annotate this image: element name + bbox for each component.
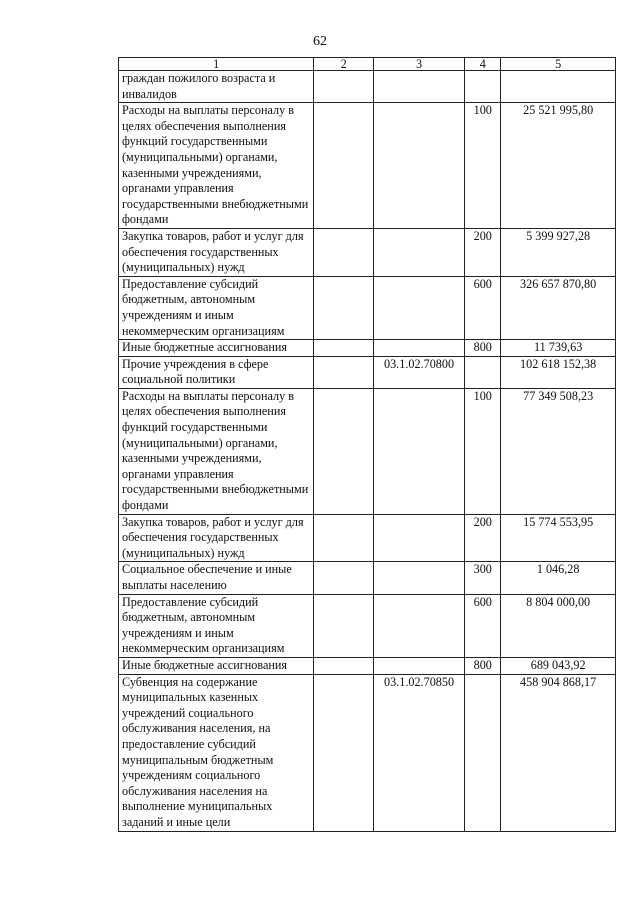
table-row: [119, 674, 616, 831]
header-cell-4: 4: [465, 58, 501, 71]
table-header-row: [119, 58, 616, 71]
header-cell-2: 2: [314, 58, 373, 71]
row-code-cell: [373, 514, 464, 562]
row-type-cell: 100: [465, 103, 501, 229]
row-type-cell: 300: [465, 562, 501, 594]
row-name-cell: граждан пожилого возраста и инвалидов: [119, 71, 314, 103]
row-col2-cell: [314, 657, 373, 674]
row-code-cell: [373, 103, 464, 229]
table-row: [119, 657, 616, 674]
row-col2-cell: [314, 388, 373, 514]
row-type-cell: [465, 356, 501, 388]
row-type-cell: 600: [465, 276, 501, 339]
row-name-cell: Прочие учреждения в сфере социальной политики: [119, 356, 314, 388]
row-code-cell: 03.1.02.70800: [373, 356, 464, 388]
row-code-cell: [373, 340, 464, 357]
row-code-cell: [373, 562, 464, 594]
row-name-cell: Закупка товаров, работ и услуг для обеспечения государственных (муниципальных) нужд: [119, 514, 314, 562]
row-type-cell: 800: [465, 340, 501, 357]
table-row: [119, 71, 616, 103]
row-amount-cell: 458 904 868,17: [501, 674, 616, 831]
row-code-cell: [373, 594, 464, 657]
row-name-cell: Предоставление субсидий бюджетным, автономным учреждениям и иным некоммерческим организациям: [119, 594, 314, 657]
row-name-cell: Социальное обеспечение и иные выплаты населению: [119, 562, 314, 594]
row-code-cell: [373, 228, 464, 276]
row-col2-cell: [314, 674, 373, 831]
header-cell-1: 1: [119, 58, 314, 71]
row-type-cell: 100: [465, 388, 501, 514]
row-type-cell: [465, 71, 501, 103]
row-name-cell: Иные бюджетные ассигнования: [119, 340, 314, 357]
row-col2-cell: [314, 594, 373, 657]
row-name-cell: Субвенция на содержание муниципальных казенных учреждений социального обслуживания населения, на предоставление субсидий муниципальным бюджетным учреждениям социального обслуживания населения на выполнение муниципальных заданий и иные цели: [119, 674, 314, 831]
table-row: [119, 103, 616, 229]
table-row: [119, 562, 616, 594]
row-type-cell: 200: [465, 228, 501, 276]
budget-table: [118, 57, 616, 832]
row-code-cell: [373, 388, 464, 514]
table-row: [119, 594, 616, 657]
header-cell-5: 5: [501, 58, 616, 71]
table-row: [119, 514, 616, 562]
row-name-cell: Расходы на выплаты персоналу в целях обеспечения выполнения функций государственными (муниципальными) органами, казенными учреждениями, органами управления государственными внебюджетными фондами: [119, 388, 314, 514]
table-row: [119, 356, 616, 388]
table-row: [119, 228, 616, 276]
table-row: [119, 388, 616, 514]
row-type-cell: 200: [465, 514, 501, 562]
row-type-cell: 800: [465, 657, 501, 674]
row-name-cell: Закупка товаров, работ и услуг для обеспечения государственных (муниципальных) нужд: [119, 228, 314, 276]
row-amount-cell: 689 043,92: [501, 657, 616, 674]
row-amount-cell: 102 618 152,38: [501, 356, 616, 388]
table-row: [119, 276, 616, 339]
row-amount-cell: 1 046,28: [501, 562, 616, 594]
row-amount-cell: 5 399 927,28: [501, 228, 616, 276]
row-code-cell: [373, 276, 464, 339]
row-col2-cell: [314, 356, 373, 388]
row-code-cell: 03.1.02.70850: [373, 674, 464, 831]
row-amount-cell: 25 521 995,80: [501, 103, 616, 229]
row-code-cell: [373, 657, 464, 674]
row-amount-cell: 15 774 553,95: [501, 514, 616, 562]
row-amount-cell: 77 349 508,23: [501, 388, 616, 514]
row-code-cell: [373, 71, 464, 103]
row-amount-cell: [501, 71, 616, 103]
row-col2-cell: [314, 228, 373, 276]
row-col2-cell: [314, 340, 373, 357]
row-col2-cell: [314, 71, 373, 103]
row-col2-cell: [314, 562, 373, 594]
row-name-cell: Расходы на выплаты персоналу в целях обеспечения выполнения функций государственными (муниципальными) органами, казенными учреждениями, органами управления государственными внебюджетными фондами: [119, 103, 314, 229]
row-col2-cell: [314, 103, 373, 229]
table-row: [119, 340, 616, 357]
row-amount-cell: 326 657 870,80: [501, 276, 616, 339]
header-cell-3: 3: [373, 58, 464, 71]
row-name-cell: Иные бюджетные ассигнования: [119, 657, 314, 674]
row-amount-cell: 11 739,63: [501, 340, 616, 357]
row-amount-cell: 8 804 000,00: [501, 594, 616, 657]
row-type-cell: [465, 674, 501, 831]
row-name-cell: Предоставление субсидий бюджетным, автономным учреждениям и иным некоммерческим организациям: [119, 276, 314, 339]
row-type-cell: 600: [465, 594, 501, 657]
row-col2-cell: [314, 514, 373, 562]
page-number: 62: [313, 34, 327, 49]
row-col2-cell: [314, 276, 373, 339]
